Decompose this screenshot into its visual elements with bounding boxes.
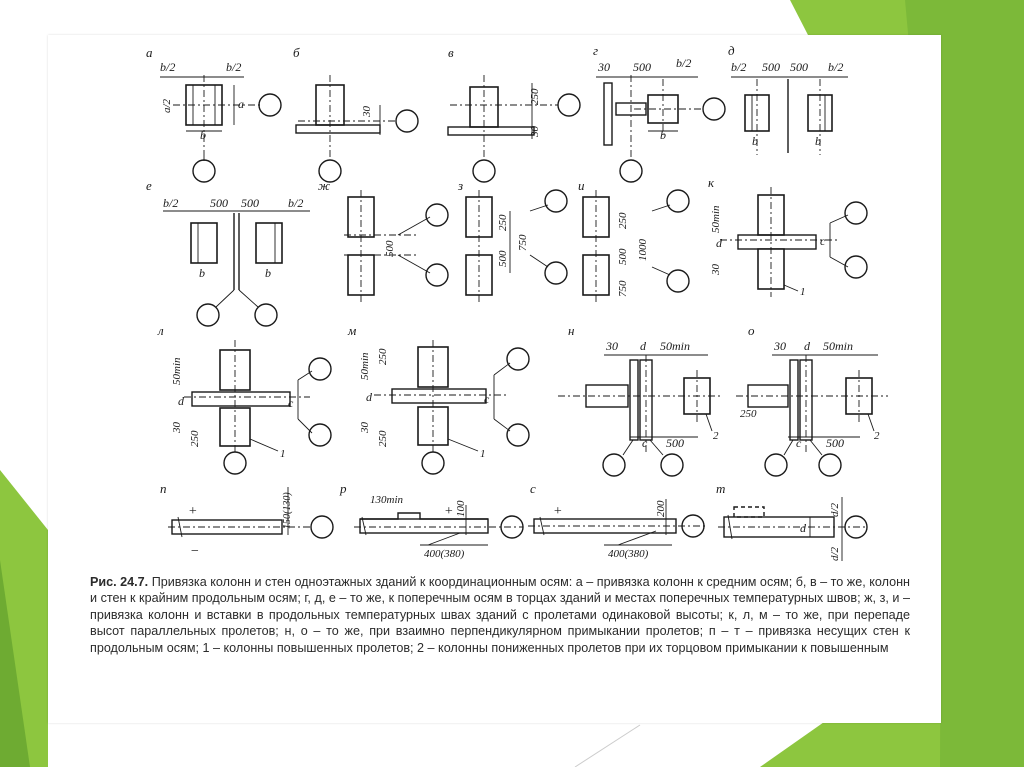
dim-label: 250 bbox=[377, 430, 389, 447]
dim-label: b bbox=[199, 266, 205, 280]
dim-label: 30 bbox=[359, 422, 371, 433]
panel-k bbox=[708, 175, 867, 298]
panel-i bbox=[578, 178, 689, 303]
dim-label: 250 bbox=[497, 214, 509, 231]
panel-label: р bbox=[340, 481, 347, 496]
panel-label: к bbox=[708, 175, 715, 190]
panel-b bbox=[293, 45, 418, 182]
dim-label: 400(380) bbox=[608, 548, 649, 560]
dim-label: 30 bbox=[598, 60, 610, 74]
panel-t bbox=[716, 481, 868, 561]
dim-label: 250 bbox=[377, 348, 389, 365]
dim-label: c bbox=[642, 436, 648, 450]
dim-label: 500 bbox=[241, 196, 259, 210]
dim-label: + bbox=[188, 504, 198, 519]
figure-card bbox=[48, 35, 941, 723]
dim-label: 1 bbox=[280, 448, 286, 460]
dim-label: c bbox=[484, 392, 490, 406]
panel-g bbox=[593, 43, 725, 182]
panel-a bbox=[146, 45, 281, 182]
dim-label: 2 bbox=[874, 430, 880, 442]
panel-label: о bbox=[748, 323, 755, 338]
dim-label: d bbox=[366, 390, 372, 404]
dim-label: 1000 bbox=[637, 239, 649, 261]
dim-label: 50min bbox=[823, 339, 853, 353]
dim-label: 150(130) bbox=[282, 492, 293, 529]
dim-label: 250 bbox=[617, 212, 629, 229]
dim-label: b/2 bbox=[288, 196, 304, 210]
dim-label: d/2 bbox=[829, 546, 841, 561]
dim-label: 500 bbox=[384, 240, 396, 257]
dim-label: + bbox=[553, 504, 563, 519]
panel-label: з bbox=[458, 178, 464, 193]
dim-label: 30 bbox=[606, 339, 618, 353]
dim-label: 250 bbox=[740, 408, 757, 420]
dim-label: b bbox=[265, 266, 271, 280]
dim-label: d/2 bbox=[829, 502, 841, 517]
caption-text: Привязка колонн и стен одноэтажных зданий к координационным осям: а – привязка колонн к средним осям; б, в – то же, колонн и стен к крайним продольным осям; г, д, е – то же, к поперечным осям в торцах зданий и местах поперечных температурных швов; ж, з, и – привязка колонн и вставки в продольных температурных швах зданий с пролетами одинаковой высоты; к, л, м – то же, при перепаде высот параллельных пролетов; н, о – то же, при взаимно перпендикулярном примыкании пролетов; п – т – привязка несущих стен к продольным осям; 1 – колонны повышенных пролетов; 2 – колонны пониженных пролетов при их торцовом примыкании к повышенным bbox=[90, 575, 911, 655]
dim-label: c bbox=[820, 234, 826, 248]
panel-label: н bbox=[568, 323, 575, 338]
dim-label: b/2 bbox=[163, 196, 179, 210]
panel-label: п bbox=[160, 481, 167, 496]
dim-label: 50min bbox=[660, 339, 690, 353]
panel-label: д bbox=[728, 43, 735, 58]
dim-label: 400(380) bbox=[424, 548, 465, 560]
panel-label: а bbox=[146, 45, 153, 60]
panel-zh bbox=[318, 178, 448, 303]
dim-label: − bbox=[190, 544, 200, 559]
dim-label: 500 bbox=[762, 60, 780, 74]
panel-r bbox=[339, 481, 523, 560]
dim-label: 1 bbox=[480, 448, 486, 460]
panel-m bbox=[347, 323, 529, 474]
dim-label: b/2 bbox=[160, 60, 176, 74]
dim-label: + bbox=[444, 504, 454, 519]
dim-label: b/2 bbox=[828, 60, 844, 74]
panel-label: т bbox=[716, 481, 726, 496]
dim-label: 500 bbox=[497, 250, 509, 267]
dim-label: 500 bbox=[826, 436, 844, 450]
dim-label: 250 bbox=[529, 88, 541, 105]
dim-label: 200 bbox=[655, 500, 667, 517]
dim-label: 500 bbox=[666, 436, 684, 450]
panel-label: м bbox=[348, 323, 357, 338]
panel-label: б bbox=[293, 45, 300, 60]
panel-v bbox=[448, 45, 580, 182]
dim-label: 30 bbox=[361, 106, 373, 117]
panel-s bbox=[528, 481, 708, 560]
dim-label: 250 bbox=[189, 430, 201, 447]
panel-label: в bbox=[448, 45, 454, 60]
dim-label: 2 bbox=[713, 430, 719, 442]
dim-label: 50min bbox=[710, 205, 722, 233]
dim-label: c bbox=[288, 396, 294, 410]
dim-label: 30 bbox=[710, 264, 722, 275]
panel-d bbox=[728, 43, 848, 155]
panel-n bbox=[558, 323, 723, 476]
dim-label: d bbox=[800, 521, 806, 535]
dim-label: b bbox=[752, 134, 758, 148]
panel-label: ж bbox=[318, 178, 331, 193]
dim-label: 30 bbox=[774, 339, 786, 353]
panel-label: е bbox=[146, 178, 152, 193]
dim-label: d bbox=[716, 236, 722, 250]
panel-z bbox=[457, 178, 567, 303]
dim-label: 50min bbox=[171, 357, 183, 385]
dim-label: d bbox=[178, 394, 184, 408]
figure-drawing bbox=[48, 35, 941, 580]
dim-label: b bbox=[660, 128, 666, 142]
panel-o bbox=[736, 323, 888, 476]
dim-label: 1 bbox=[800, 286, 806, 298]
dim-label: b/2 bbox=[731, 60, 747, 74]
dim-label: 750 bbox=[617, 280, 629, 297]
dim-label: b/2 bbox=[226, 60, 242, 74]
dim-label: c bbox=[796, 436, 802, 450]
dim-label: b/2 bbox=[676, 56, 692, 70]
dim-label: a bbox=[238, 97, 244, 111]
caption-label: Рис. 24.7. bbox=[90, 575, 149, 589]
panel-l bbox=[157, 323, 331, 474]
dim-label: 130min bbox=[370, 494, 403, 506]
dim-label: 750 bbox=[517, 234, 529, 251]
dim-label: d bbox=[640, 339, 646, 353]
dim-label: b bbox=[815, 134, 821, 148]
figure-caption bbox=[90, 574, 910, 656]
dim-label: a/2 bbox=[161, 98, 173, 113]
panel-label: с bbox=[530, 481, 536, 496]
dim-label: 500 bbox=[633, 60, 651, 74]
dim-label: d bbox=[804, 339, 810, 353]
dim-label: 500 bbox=[617, 248, 629, 265]
dim-label: 30 bbox=[171, 422, 183, 433]
dim-label: 500 bbox=[210, 196, 228, 210]
panel-p bbox=[160, 481, 333, 559]
dim-label: b bbox=[200, 128, 206, 142]
dim-label: 500 bbox=[790, 60, 808, 74]
dim-label: 100 bbox=[455, 500, 467, 517]
panel-label: г bbox=[593, 43, 599, 58]
panel-e bbox=[146, 178, 310, 326]
panel-label: л bbox=[158, 323, 164, 338]
panel-label: и bbox=[578, 178, 585, 193]
dim-label: 30 bbox=[529, 126, 541, 137]
dim-label: 50min bbox=[359, 352, 371, 380]
